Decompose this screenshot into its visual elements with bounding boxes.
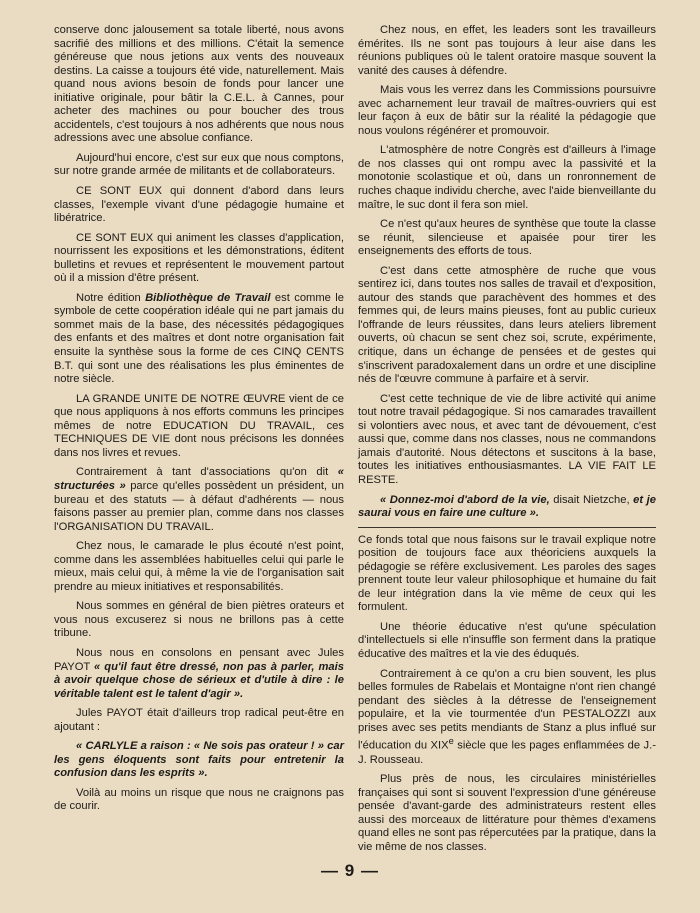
- paragraph: [358, 494, 656, 521]
- text-run: Notre édition: [76, 291, 146, 304]
- quotation: et je saurai vous en faire une culture ».: [358, 493, 656, 520]
- paragraph: Ce n'est qu'aux heures de synthèse que toute la classe se réunit, silencieuse et apaisée pour tirer les enseignements des efforts de tous.: [358, 218, 656, 258]
- paragraph: LA GRANDE UNITE DE NOTRE ŒUVRE vient de ce que nous appliquons à nos efforts communs les principes mêmes de notre EDUCATION DU TRAVAIL, ces TECHNIQUES DE VIE dont nous précisons les données dans nos livres et revues.: [54, 392, 344, 459]
- text-run: Contrairement à ce qu'on a cru bien souvent, les plus belles formules de Rabelais et Montaigne n'ont rien changé pendant des siècles à la détresse de l'enseignement populaire, et la vie tourmentée d'un PESTALOZZI aux prises avec ses petits mendiants de Stanz a plus influé sur l'éducation du XIX: [358, 667, 656, 752]
- paragraph: Plus près de nous, les circulaires ministérielles françaises qui sont si souvent l'expression d'une généreuse pensée d'avant-garde des administrateurs restent elles aussi des morceaux de littérature pour thèmes d'examens quand elles ne sont pas répercutées par la pratique, dans la vie même de nos classes.: [358, 773, 656, 853]
- quotation: « qu'il faut être dressé, non pas à parler, mais à avoir quelque chose de sérieux et d'utile à dire : le véritable talent est le talent d'agir ».: [54, 660, 344, 700]
- paragraph: C'est cette technique de vie de libre activité qui anime tout notre travail pédagogique. Si nos camarades travaillent si volontiers avec nous, et avec tant de dévouement, c'est aussi que, comme dans nos classes, nous ne commandons jamais d'autorité. Nous détectons et suscitons à la base, toutes les initiatives enthousiasmantes. LA VIE FAIT LE RESTE.: [358, 392, 656, 486]
- paragraph: Une théorie éducative n'est qu'une spéculation d'intellectuels si elle n'insuffle son ferment dans la pratique éducative des maîtres et la vie des éduqués.: [358, 620, 656, 660]
- paragraph: Aujourd'hui encore, c'est sur eux que nous comptons, sur notre grande armée de militants et de collaborateurs.: [54, 151, 344, 178]
- paragraph: [54, 647, 344, 701]
- paragraph: Chez nous, le camarade le plus écouté n'est point, comme dans les assemblées habituelles celui qui parle le mieux, mais celui qui, à même la vie de l'organisation sait prendre au mieux initiatives et responsabilités.: [54, 540, 344, 593]
- paragraph: Jules PAYOT était d'ailleurs trop radical peut-être en ajoutant :: [54, 707, 344, 733]
- emphasis: « structurées »: [54, 466, 344, 492]
- paragraph: L'atmosphère de notre Congrès est d'ailleurs à l'image de nos classes qui ont rompu avec la passivité et la monotonie scolastique et où, dans un ronronnement de ruches chaque individu cherche, avec l'aide bienveillante du maître, le suc dont il fera son miel.: [358, 144, 656, 211]
- paragraph: [54, 292, 344, 387]
- paragraph: Chez nous, en effet, les leaders sont les travailleurs émérites. Ils ne sont pas toujours à leur aise dans les réunions publiques où le talent oratoire masque souvent la vanité des causes à défendre.: [358, 24, 656, 77]
- paragraph: conserve donc jalousement sa totale liberté, nous avons sacrifié des millions et des millions. C'était la semence généreuse que nous jetions aux vents des nouveaux destins. La caisse a toujours été vide, naturellement. Mais quand nous avions besoin de fonds pour lancer une initiative originale, pour bâtir la C.E.L. à Cannes, pour acheter des machines ou pour boucher des trous accidentels, c'est toujours à nos adhérents que nous nous adressions avec une absolue confiance.: [54, 24, 344, 145]
- paragraph: [358, 668, 656, 768]
- book-series-title: Bibliothèque de Travail: [145, 291, 271, 304]
- text-run: siècle que les pages enflammées de J.-J. Rousseau.: [358, 739, 656, 766]
- paragraph: CE SONT EUX qui animent les classes d'application, nourrissent les expositions et les démonstrations, éditent bulletins et revues et représentent le mouvement partout où il a mission d'être présent.: [54, 231, 344, 285]
- text-run: est comme le symbole de cette coopération idéale qui ne part jamais du sommet mais de la base, des nécessités pédagogiques des enfants et des maîtres et dont notre organisation fait ensuite la synthèse sous la forme de ces CINQ CENTS B.T. qui sont une des réalisations les plus éminentes de notre siècle.: [54, 291, 344, 386]
- paragraph: CE SONT EUX qui donnent d'abord dans leurs classes, l'exemple vivant d'une pédagogie humaine et libératrice.: [54, 185, 344, 225]
- quotation-paragraph: « CARLYLE a raison : « Ne sois pas orateur ! » car les gens éloquents sont faits pour entretenir la confusion dans les esprits ».: [54, 740, 344, 780]
- text-run: Nous nous en consolons en pensant avec Jules PAYOT: [54, 646, 344, 673]
- paragraph: Mais vous les verrez dans les Commissions poursuivre avec acharnement leur travail de maîtres-ouvriers qui est leur façon à eux de bâtir sur la réalité la pédagogie que nous voulons régénérer et promouvoir.: [358, 84, 656, 137]
- quotation: « Donnez-moi d'abord de la vie,: [380, 493, 550, 506]
- left-column: [54, 24, 344, 820]
- text-run: Contrairement à tant d'associations qu'on dit: [76, 466, 338, 479]
- superscript: e: [448, 736, 454, 747]
- paragraph: C'est dans cette atmosphère de ruche que vous sentirez ici, dans toutes nos salles de travail et d'exposition, autour des stands que parachèvent des hommes et des femmes qui, de leurs mains pieuses, font au public curieux l'offrande de leurs réussites, dans leurs ateliers librement ouverts, où chacun se sent chez soi, scrute, expérimente, critique, dans un échange de pensées et de gestes qui s'inscrivent paradoxalement dans un ordre et une discipline nés de l'œuvre commune à parfaire et à servir.: [358, 264, 656, 386]
- text-run: parce qu'elles possèdent un président, un bureau et des statuts — à défaut d'adhérents — nous faisons passer au premier plan, comme dans nos classes l'ORGANISATION DU TRAVAIL.: [54, 479, 344, 533]
- separator-rule: [358, 527, 656, 528]
- paragraph: [54, 466, 344, 534]
- paragraph: Voilà au moins un risque que nous ne craignons pas de courir.: [54, 786, 344, 813]
- page-number: — 9 —: [321, 861, 379, 880]
- text-run: disait Nietzche,: [549, 493, 634, 506]
- paragraph: Ce fonds total que nous faisons sur le travail explique notre position de toujours face aux théoriciens auxquels la pédagogie se réfère exclusivement. Les paroles des sages prennent toute leur valeur philosophique et humaine du fait de leur intégration dans la vie même de ceux qui les formulent.: [358, 533, 656, 614]
- right-column: [358, 24, 656, 860]
- paragraph: Nous sommes en général de bien piètres orateurs et vous nous excuserez si nous ne brillons pas à cette tribune.: [54, 600, 344, 640]
